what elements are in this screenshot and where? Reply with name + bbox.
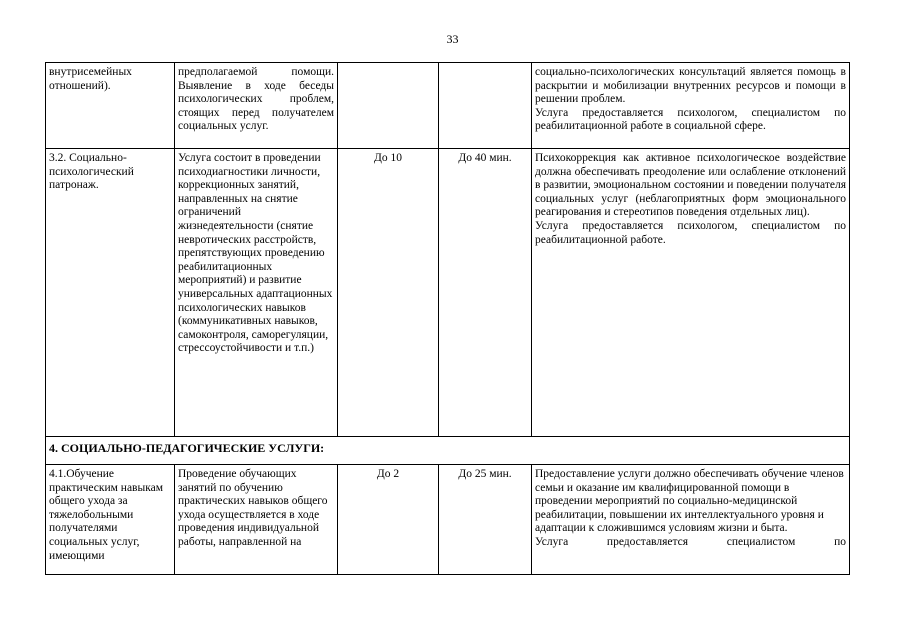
cell-text: внутрисемейных отношений). — [49, 66, 132, 92]
cell-text: 4.1.Обучение практическим навыкам общего ухода за тяжелобольными получателями социальных услуг, имеющими — [49, 468, 164, 562]
service-content-cell — [175, 63, 338, 149]
service-time-cell — [439, 63, 532, 149]
cell-text: До 40 мин. — [458, 152, 512, 164]
section-row — [46, 437, 850, 465]
service-name-cell — [46, 465, 175, 575]
cell-text: предполагаемой помощи. Выявление в ходе беседы психологических проблем, стоящих перед получателем социальных услуг. — [178, 66, 334, 133]
page-number: 33 — [446, 32, 459, 46]
cell-paragraph: Предоставление услуги должно обеспечивать обучение членов семьи и оказание им квалифицированной помощи в проведении мероприятий по социально-медицинской реабилитации, повышении их интеллектуального уровня и адаптации к сложившимся условиям жизни и быта. — [535, 468, 844, 535]
service-conditions-cell — [532, 149, 850, 437]
cell-paragraph: Услуга предоставляется психологом, специалистом по реабилитационной работе в социальной сфере. — [535, 106, 846, 133]
service-volume-cell — [338, 465, 439, 575]
cell-paragraph: Психокоррекция как активное психологическое воздействие должна обеспечивать преодоление или ослабление отклонений в развитии, эмоциональном состоянии и поведении получателя социальных услуг (неблагоприятных форм эмоционального реагирования и стереотипов поведения отдельных лиц). — [535, 152, 846, 219]
cell-text: До 25 мин. — [458, 468, 512, 480]
table-row — [46, 465, 850, 575]
section-heading: 4. СОЦИАЛЬНО-ПЕДАГОГИЧЕСКИЕ УСЛУГИ: — [46, 437, 850, 465]
cell-text: До 10 — [374, 152, 402, 164]
table-row — [46, 63, 850, 149]
cell-text: Услуга состоит в проведении психодиагностики личности, коррекционных занятий, направленных на снятие ограничений жизнедеятельности (снятие невротических расстройств, препятствующих проведению реабилитационных мероприятий) и развитие универсальных адаптационных психологических навыков (коммуникативных навыков, самоконтроля, саморегуляции, стрессоустойчивости и т.п.) — [178, 152, 333, 355]
service-conditions-cell — [532, 63, 850, 149]
cell-paragraph: Услуга предоставляется психологом, специалистом по реабилитационной работе. — [535, 219, 846, 246]
service-name-cell — [46, 149, 175, 437]
service-name-cell — [46, 63, 175, 149]
service-content-cell — [175, 149, 338, 437]
services-table — [45, 62, 850, 575]
service-volume-cell — [338, 149, 439, 437]
cell-paragraph: социально-психологических консультаций является помощь в раскрытии и мобилизации внутренних ресурсов и помощи в решении проблем. — [535, 66, 846, 106]
service-conditions-cell — [532, 465, 850, 575]
cell-text: 3.2. Социально-психологический патронаж. — [49, 152, 134, 192]
service-content-cell — [175, 465, 338, 575]
service-time-cell — [439, 149, 532, 437]
cell-text: До 2 — [376, 468, 400, 480]
cell-text: Проведение обучающих занятий по обучению практических навыков общего ухода осуществляется в ходе проведения индивидуальной работы, направленной на — [178, 468, 328, 548]
service-volume-cell — [338, 63, 439, 149]
table-row — [46, 149, 850, 437]
service-time-cell — [439, 465, 532, 575]
cell-paragraph: Услуга предоставляется специалистом по — [535, 535, 846, 548]
